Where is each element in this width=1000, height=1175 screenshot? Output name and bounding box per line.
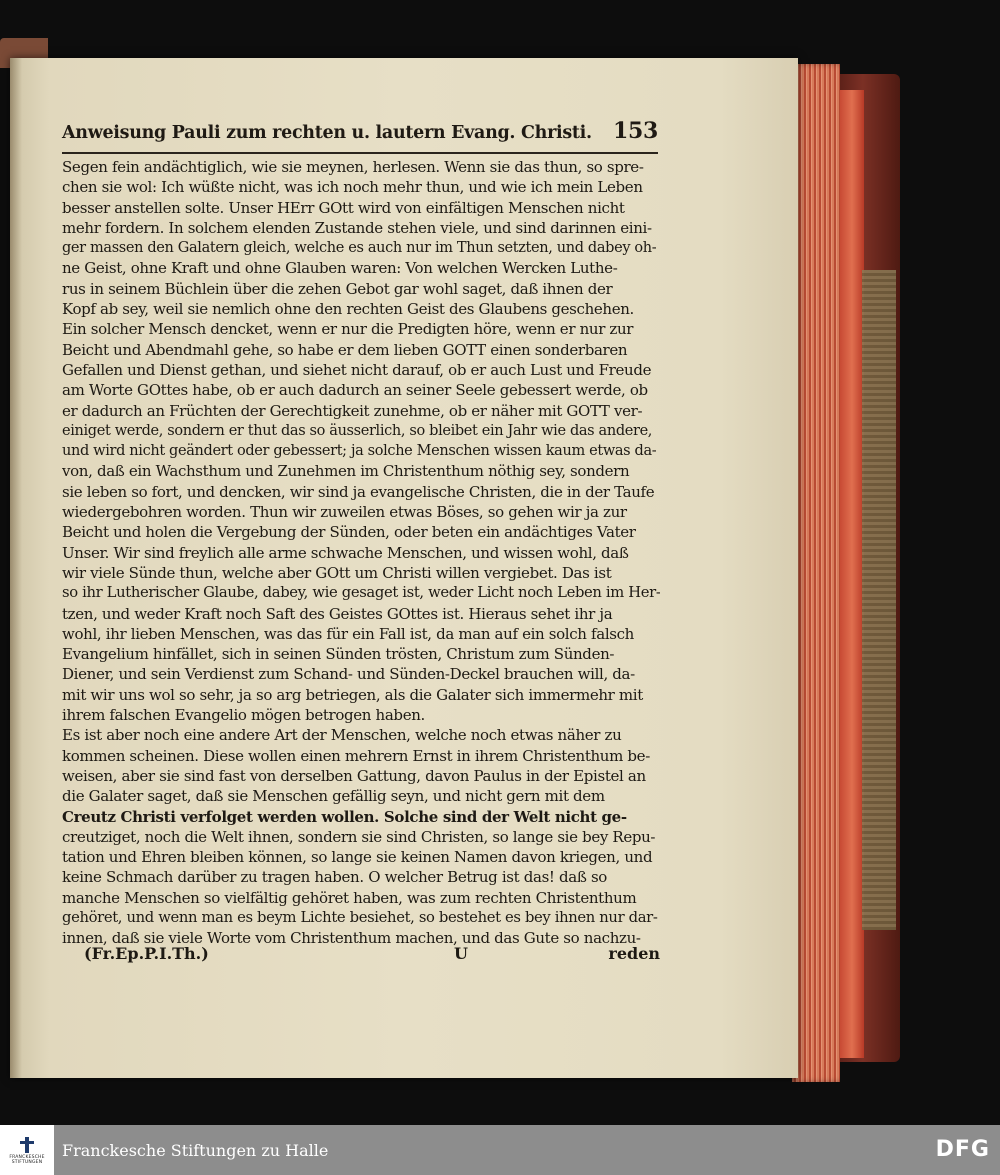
text-line: tzen, und weder Kraft noch Saft des Geistes GOttes ist. Hieraus sehet ihr ja	[62, 604, 613, 623]
text-line: besser anstellen solte. Unser HErr GOtt wird von einfältigen Menschen nicht	[62, 198, 625, 217]
red-page-edges	[840, 90, 864, 1058]
sheet-mark: U	[454, 944, 468, 963]
page-number: 153	[612, 118, 658, 144]
institution-emblem-icon	[17, 1135, 37, 1155]
text-line: tation und Ehren bleiben können, so lange sie keinen Namen davon kriegen, und	[62, 848, 653, 867]
institution-name: Franckesche Stiftungen zu Halle	[62, 1140, 329, 1160]
text-line: mehr fordern. In solchem elenden Zustande stehen viele, und sind darinnen eini-	[62, 218, 652, 237]
body-text	[62, 157, 660, 949]
text-line: manche Menschen so vielfältig gehöret haben, was zum rechten Christenthum	[62, 888, 637, 907]
text-line: Segen fein andächtiglich, wie sie meynen, herlesen. Wenn sie das thun, so spre-	[62, 158, 644, 176]
logo-caption: FRANCKESCHE STIFTUNGEN	[9, 1155, 45, 1165]
text-line: er dadurch an Früchten der Gerechtigkeit zunehme, ob er näher mit GOTT ver-	[62, 401, 643, 420]
text-line: die Galater saget, daß sie Menschen gefällig seyn, und nicht gern mit dem	[62, 787, 605, 806]
text-line: wir viele Sünde thun, welche aber GOtt um Christi willen vergiebet. Das ist	[62, 563, 612, 582]
text-line: keine Schmach darüber zu tragen haben. O welcher Betrug ist das! daß so	[62, 868, 607, 887]
text-line: innen, daß sie viele Worte vom Christenthum machen, und das Gute so nachzu-	[62, 929, 641, 948]
text-line: mit wir uns wol so sehr, ja so arg betriegen, als die Galater sich immermehr mit	[62, 685, 643, 704]
institution-logo[interactable]	[0, 1125, 54, 1175]
text-line: Beicht und holen die Vergebung der Sünden, oder beten ein andächtiges Vater	[62, 523, 636, 542]
text-line: Diener, und sein Verdienst zum Schand- und Sünden-Deckel brauchen will, da-	[62, 665, 635, 684]
page-stack	[792, 64, 840, 1082]
text-line: und wird nicht geändert oder gebessert; ja solche Menschen wissen kaum etwas da-	[62, 443, 657, 460]
text-line: Kopf ab sey, weil sie nemlich ohne den rechten Geist des Glaubens geschehen.	[62, 300, 634, 319]
cover-board-texture	[862, 270, 896, 930]
text-line: von, daß ein Wachsthum und Zunehmen im Christenthum nöthig sey, sondern	[62, 462, 630, 481]
text-line: Es ist aber noch eine andere Art der Menschen, welche noch etwas näher zu	[62, 726, 622, 745]
catchword: reden	[608, 944, 660, 963]
dfg-logo[interactable]: DFG	[935, 1137, 990, 1162]
signature-label: (Fr.Ep.P.I.Th.)	[84, 944, 209, 963]
text-line: Evangelium hinfället, sich in seinen Sünden trösten, Christum zum Sünden-	[62, 645, 615, 664]
text-line: Gefallen und Dienst gethan, und siehet nicht darauf, ob er auch Lust und Freude	[62, 360, 652, 379]
text-line: weisen, aber sie sind fast von derselben Gattung, davon Paulus in der Epistel an	[62, 766, 646, 785]
text-line: creutziget, noch die Welt ihnen, sondern sie sind Christen, so lange sie bey Repu-	[62, 827, 656, 846]
text-line: einiget werde, sondern er thut das so äusserlich, so bleibet ein Jahr wie das andere,	[62, 422, 653, 439]
footer-bar	[0, 1125, 1000, 1175]
text-line: ne Geist, ohne Kraft und ohne Glauben waren: Von welchen Wercken Luthe-	[62, 259, 618, 278]
text-line: gehöret, und wenn man es beym Lichte besiehet, so bestehet es bey ihnen nur dar-	[62, 908, 658, 926]
text-line: chen sie wol: Ich wüßte nicht, was ich noch mehr thun, und wie ich mein Leben	[62, 178, 643, 197]
text-line: ihrem falschen Evangelio mögen betrogen haben.	[62, 706, 425, 725]
text-line: wiedergebohren worden. Thun wir zuweilen etwas Böses, so gehen wir ja zur	[62, 503, 627, 522]
running-head-title: Anweisung Pauli zum rechten u. lautern Evang. Christi.	[62, 123, 592, 143]
text-line: rus in seinem Büchlein über die zehen Gebot gar wohl saget, daß ihnen der	[62, 279, 613, 298]
text-line: wohl, ihr lieben Menschen, was das für ein Fall ist, da man auf ein solch falsch	[62, 624, 634, 643]
text-line: ger massen den Galatern gleich, welche es auch nur im Thun setzten, und dabey oh-	[62, 240, 657, 257]
text-line: kommen scheinen. Diese wollen einen mehrern Ernst in ihrem Christenthum be-	[62, 746, 650, 765]
text-line: so ihr Lutherischer Glaube, dabey, wie gesaget ist, weder Licht noch Leben im Her-	[62, 584, 660, 602]
text-line: Beicht und Abendmahl gehe, so habe er dem lieben GOTT einen sonderbaren	[62, 340, 628, 359]
text-line: Unser. Wir sind freylich alle arme schwache Menschen, und wissen wohl, daß	[62, 543, 629, 562]
text-line: sie leben so fort, und dencken, wir sind ja evangelische Christen, die in der Taufe	[62, 482, 655, 501]
page-footer	[62, 944, 660, 968]
text-line: Creutz Christi verfolget werden wollen. Solche sind der Welt nicht ge-	[62, 807, 627, 826]
text-line: Ein solcher Mensch dencket, wenn er nur die Predigten höre, wenn er nur zur	[62, 320, 634, 339]
running-head	[62, 118, 658, 154]
text-line: am Worte GOttes habe, ob er auch dadurch an seiner Seele gebessert werde, ob	[62, 381, 648, 400]
